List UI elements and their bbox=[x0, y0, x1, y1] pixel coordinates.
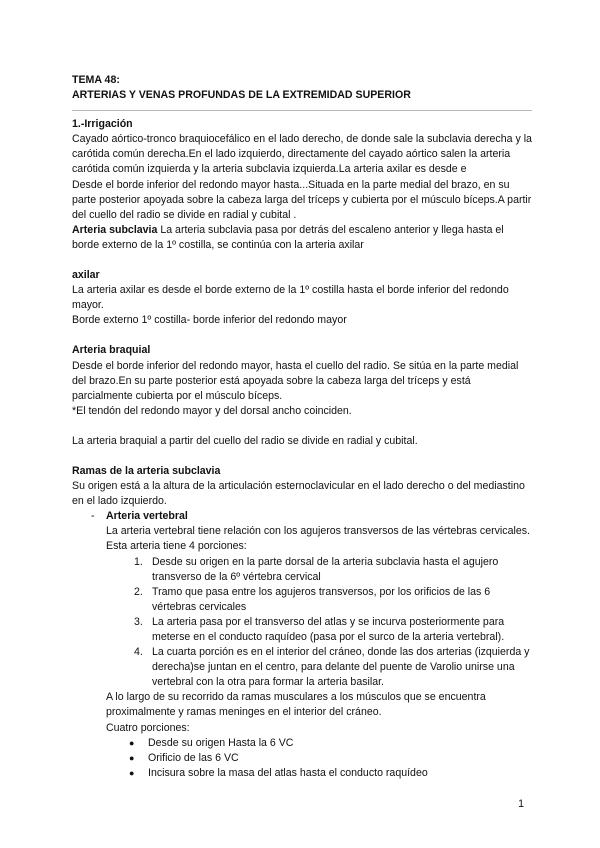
paragraph: *El tendón del redondo mayor y del dorsal ancho coinciden. bbox=[72, 404, 352, 417]
subheading-vertebral: Arteria vertebral bbox=[106, 510, 188, 523]
list-item bbox=[72, 751, 532, 766]
list-number: 4. bbox=[134, 646, 143, 659]
paragraph: Borde externo 1º costilla- borde inferior del redondo mayor bbox=[72, 314, 347, 327]
section-heading-irrigacion: 1.-Irrigación bbox=[72, 118, 133, 131]
paragraph: Cuatro porciones: bbox=[106, 721, 190, 734]
list-item-text: Orificio de las 6 VC bbox=[148, 751, 239, 764]
list-item-text: La arteria pasa por el transverso del atlas y se incurva posteriormente para meterse en el conducto raquídeo (pasa por el surco de la arteria vertebral). bbox=[152, 615, 505, 643]
dash-marker: - bbox=[91, 510, 95, 523]
paragraph-text: La arteria subclavia pasa por detrás del escaleno anterior y llega hasta el borde externo de la 1º costilla, se continúa con la arteria axilar bbox=[72, 223, 504, 251]
porciones-list bbox=[72, 555, 532, 691]
paragraph: Desde el borde inferior del redondo mayor hasta...Situada en la parte medial del brazo, en su parte posterior apoyada sobre la cabeza larga del tríceps y cubierta por el músculo bíceps.A partir del cuello del radio se divide en radial y cubital . bbox=[72, 178, 532, 221]
list-item-text: Incisura sobre la masa del atlas hasta el conducto raquídeo bbox=[148, 766, 428, 779]
paragraph: Su origen está a la altura de la articulación esternoclavicular en el lado derecho o del mediastino en el lado izquierdo. bbox=[72, 480, 525, 508]
bullet-icon: ● bbox=[129, 767, 135, 778]
paragraph: A lo largo de su recorrido da ramas musculares a los músculos que se encuentra proximalmente y ramas meninges en el interior del cráneo. bbox=[106, 691, 486, 719]
paragraph: La arteria axilar es desde el borde externo de la 1º costilla hasta el borde inferior del redondo mayor. bbox=[72, 284, 509, 312]
list-number: 1. bbox=[134, 555, 143, 568]
page-number: 1 bbox=[518, 798, 524, 810]
list-item bbox=[72, 585, 532, 615]
list-item-text: Desde su origen en la parte dorsal de la arteria subclavia hasta el agujero transverso de la 6º vértebra cervical bbox=[152, 555, 499, 583]
list-item-text: Desde su origen Hasta la 6 VC bbox=[148, 736, 294, 749]
list-item bbox=[72, 615, 532, 645]
list-number: 2. bbox=[134, 585, 143, 598]
paragraph: La arteria braquial a partir del cuello del radio se divide en radial y cubital. bbox=[72, 434, 418, 447]
horizontal-rule bbox=[72, 110, 532, 111]
list-item bbox=[72, 736, 532, 751]
list-item bbox=[72, 645, 532, 690]
section-heading-braquial: Arteria braquial bbox=[72, 344, 151, 357]
list-item bbox=[72, 766, 532, 781]
list-item-text: La cuarta porción es en el interior del cráneo, donde las dos arterias (izquierda y derecha)se juntan en el centro, para delante del puente de Varolio unirse una vertebral con la otra para formar la arteria basilar. bbox=[152, 646, 530, 689]
section-heading-axilar: axilar bbox=[72, 269, 100, 282]
dash-list-item bbox=[72, 509, 532, 524]
inline-bold-term: Arteria subclavia bbox=[72, 223, 158, 236]
section-heading-ramas: Ramas de la arteria subclavia bbox=[72, 464, 221, 477]
paragraph bbox=[72, 223, 532, 253]
bullet-list bbox=[72, 736, 532, 781]
paragraph: Cayado aórtico-tronco braquiocefálico en el lado derecho, de donde sale la subclavia derecha y la carótida común derecha.En el lado izquierdo, directamente del cayado aórtico salen la arteria carótida común izquierda y la arteria subclavia izquierda.La arteria axilar es desde e bbox=[72, 133, 532, 176]
list-item bbox=[72, 555, 532, 585]
bullet-icon: ● bbox=[129, 737, 135, 748]
tema-number: TEMA 48: bbox=[72, 74, 120, 86]
paragraph: Desde el borde inferior del redondo mayor, hasta el cuello del radio. Se sitúa en la parte medial del brazo.En su parte posterior está apoyada sobre la cabeza larga del tríceps y está parcialmente cubierta por el músculo bíceps. bbox=[72, 359, 519, 402]
document-page bbox=[72, 73, 532, 781]
bullet-icon: ● bbox=[129, 752, 135, 763]
list-number: 3. bbox=[134, 615, 143, 628]
paragraph: La arteria vertebral tiene relación con los agujeros transversos de las vértebras cervicales. Esta arteria tiene 4 porciones: bbox=[106, 525, 530, 553]
document-title: ARTERIAS Y VENAS PROFUNDAS DE LA EXTREMIDAD SUPERIOR bbox=[72, 89, 411, 102]
list-item-text: Tramo que pasa entre los agujeros transversos, por los orificios de las 6 vértebras cervicales bbox=[152, 585, 491, 613]
